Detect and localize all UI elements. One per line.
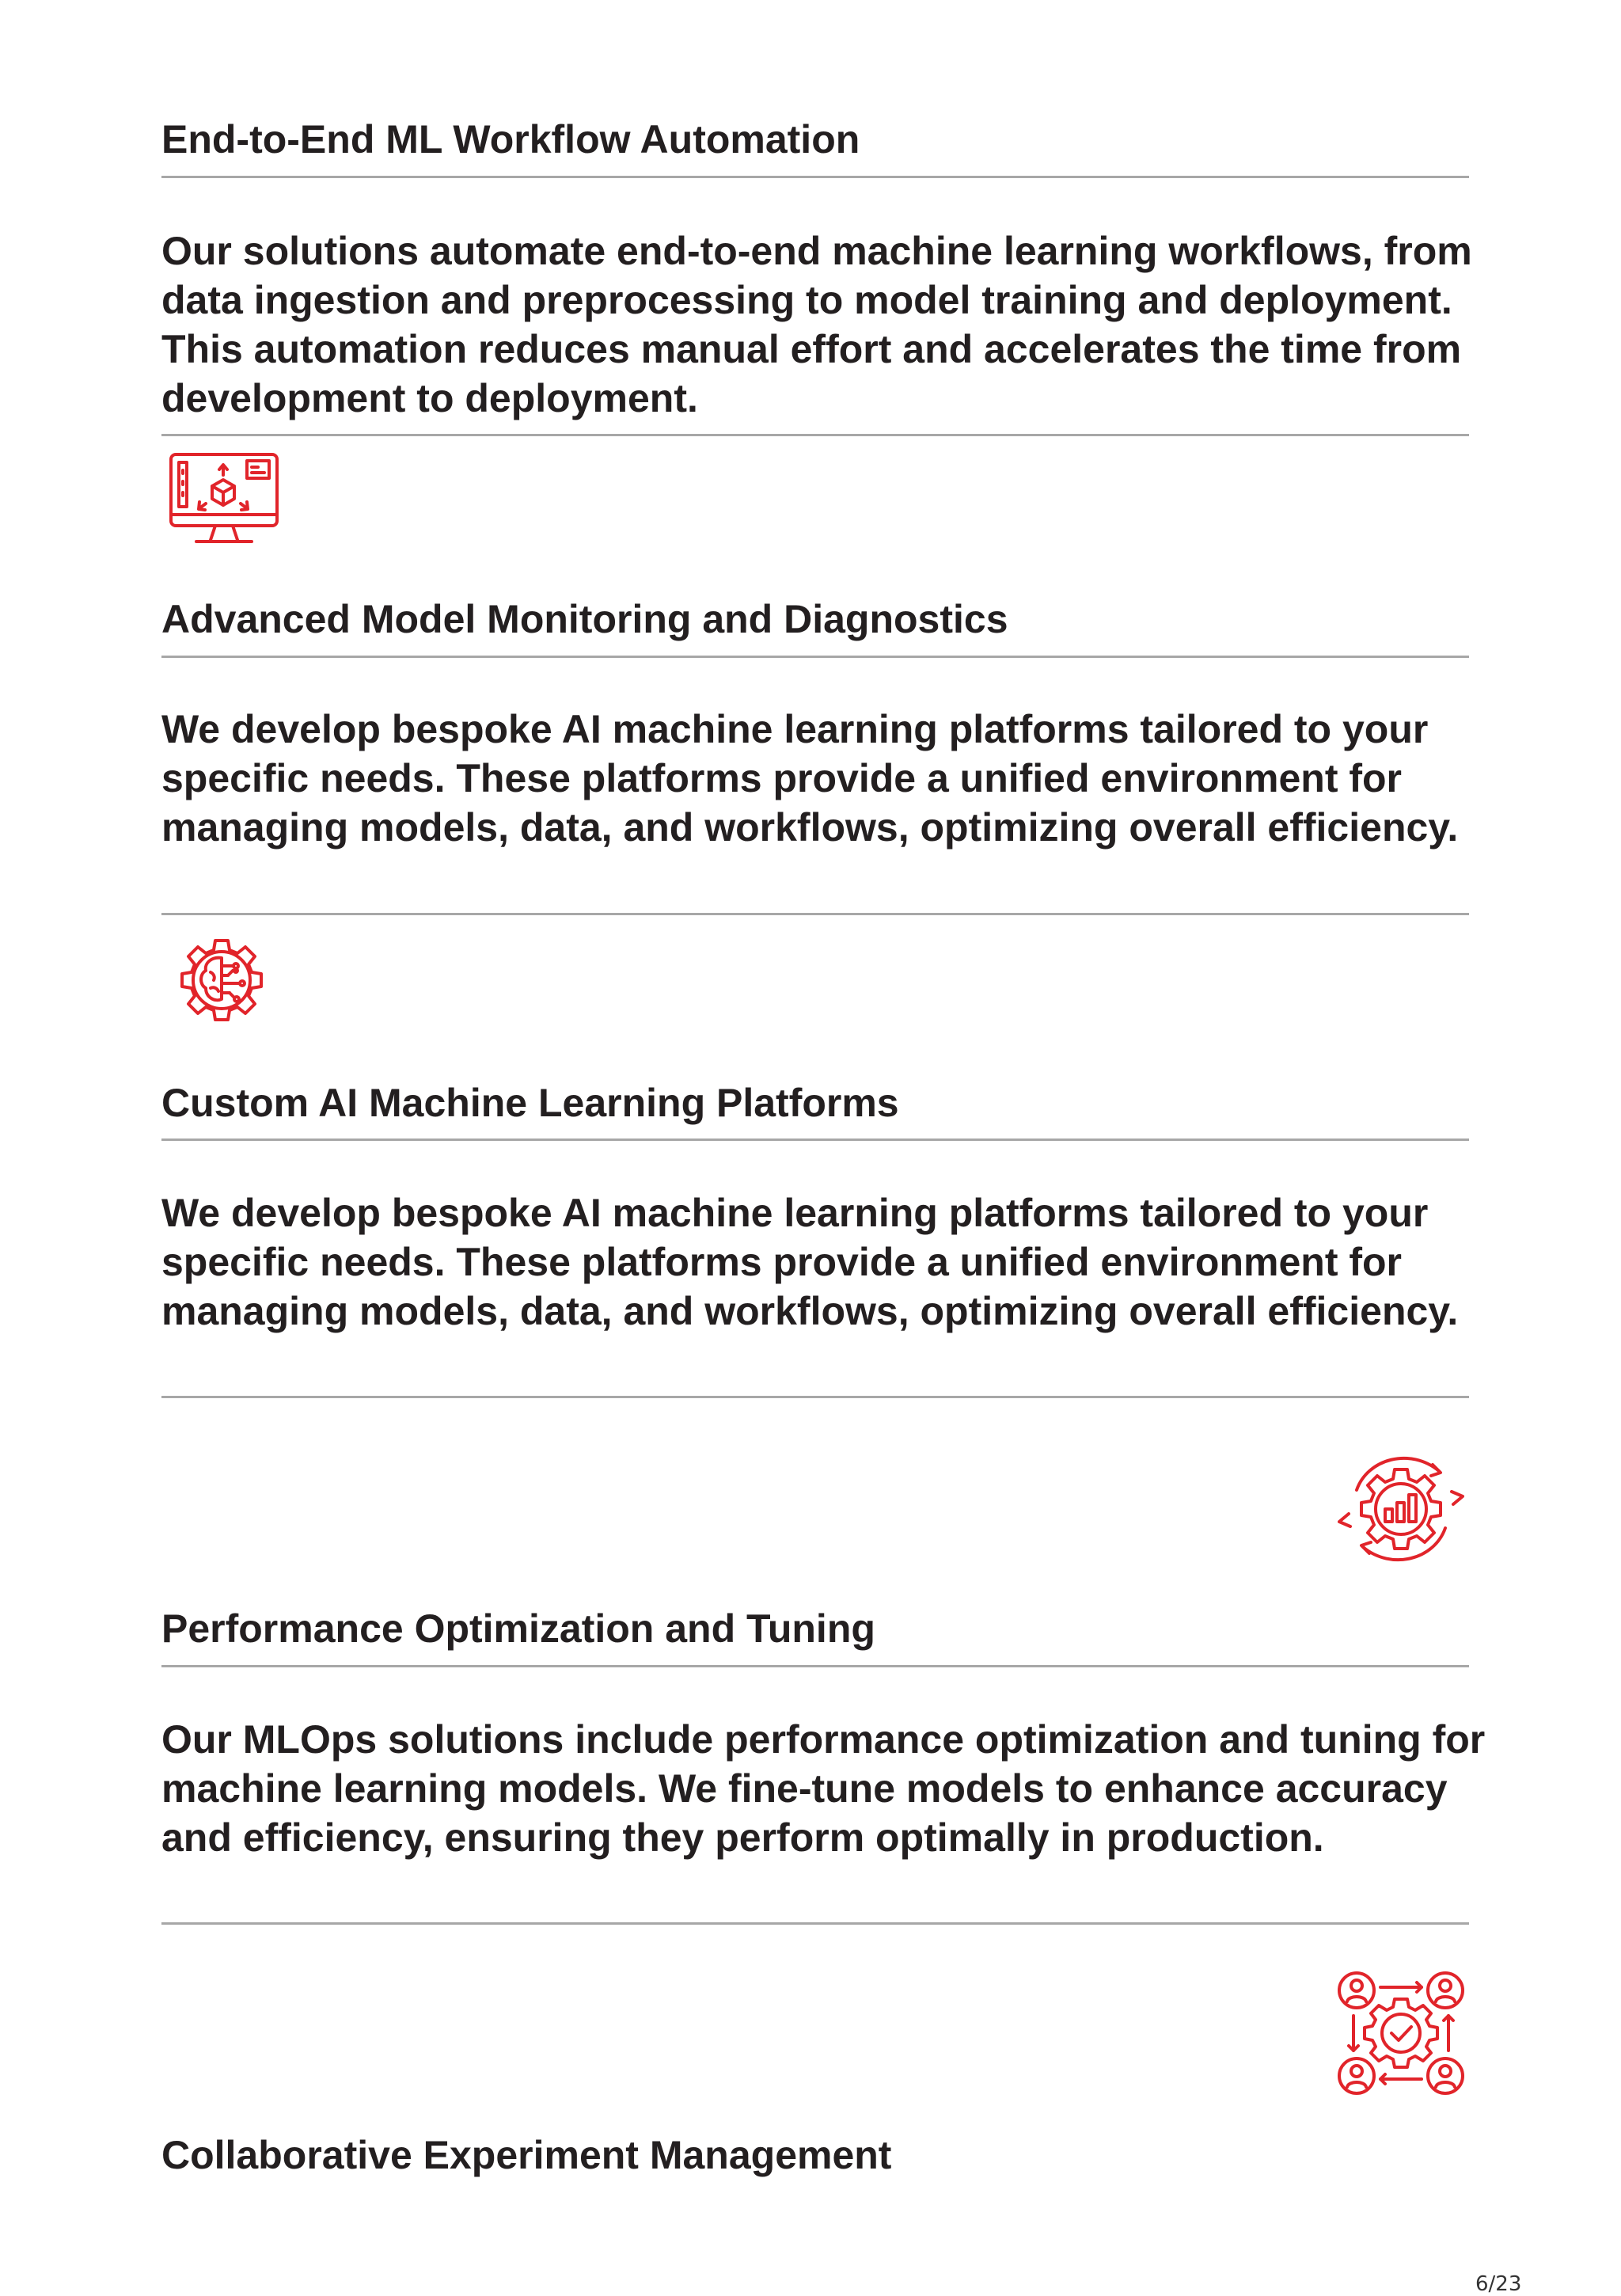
section-heading-custom-platforms: Custom AI Machine Learning Platforms [161, 1081, 899, 1125]
divider [161, 434, 1469, 436]
monitor-cube-icon [168, 451, 280, 551]
team-gear-check-icon [1336, 1970, 1466, 2096]
section-heading-model-monitoring: Advanced Model Monitoring and Diagnostics [161, 597, 1008, 641]
divider [161, 1665, 1469, 1667]
section-heading-performance-optimization: Performance Optimization and Tuning [161, 1606, 875, 1651]
section-body-model-monitoring: We develop bespoke AI machine learning platforms tailored to your specific needs. These platforms provide a unified environment for managing models, data, and workflows, optimizing overall efficiency. [161, 707, 1459, 850]
section-heading-experiment-management: Collaborative Experiment Management [161, 2133, 892, 2177]
divider [161, 913, 1469, 915]
gear-chart-cycle-icon [1333, 1444, 1469, 1574]
divider [161, 1922, 1469, 1925]
divider [161, 1138, 1469, 1141]
divider [161, 176, 1469, 178]
section-heading-workflow-automation: End-to-End ML Workflow Automation [161, 117, 860, 162]
section-body-performance-optimization: Our MLOps solutions include performance optimization and tuning for machine learning models. We fine-tune models to enhance accuracy and efficiency, ensuring they perform optimally in production. [161, 1717, 1486, 1860]
section-body-workflow-automation: Our solutions automate end-to-end machine learning workflows, from data ingestion and preprocessing to model training and deployment. This automation reduces manual effort and accelerates the time from development to deployment. [161, 229, 1472, 420]
section-body-custom-platforms: We develop bespoke AI machine learning platforms tailored to your specific needs. These platforms provide a unified environment for managing models, data, and workflows, optimizing overall efficiency. [161, 1191, 1459, 1333]
page-number: 6/23 [1475, 2272, 1522, 2296]
divider [161, 656, 1469, 658]
brain-gear-icon [169, 928, 274, 1032]
divider [161, 1396, 1469, 1398]
